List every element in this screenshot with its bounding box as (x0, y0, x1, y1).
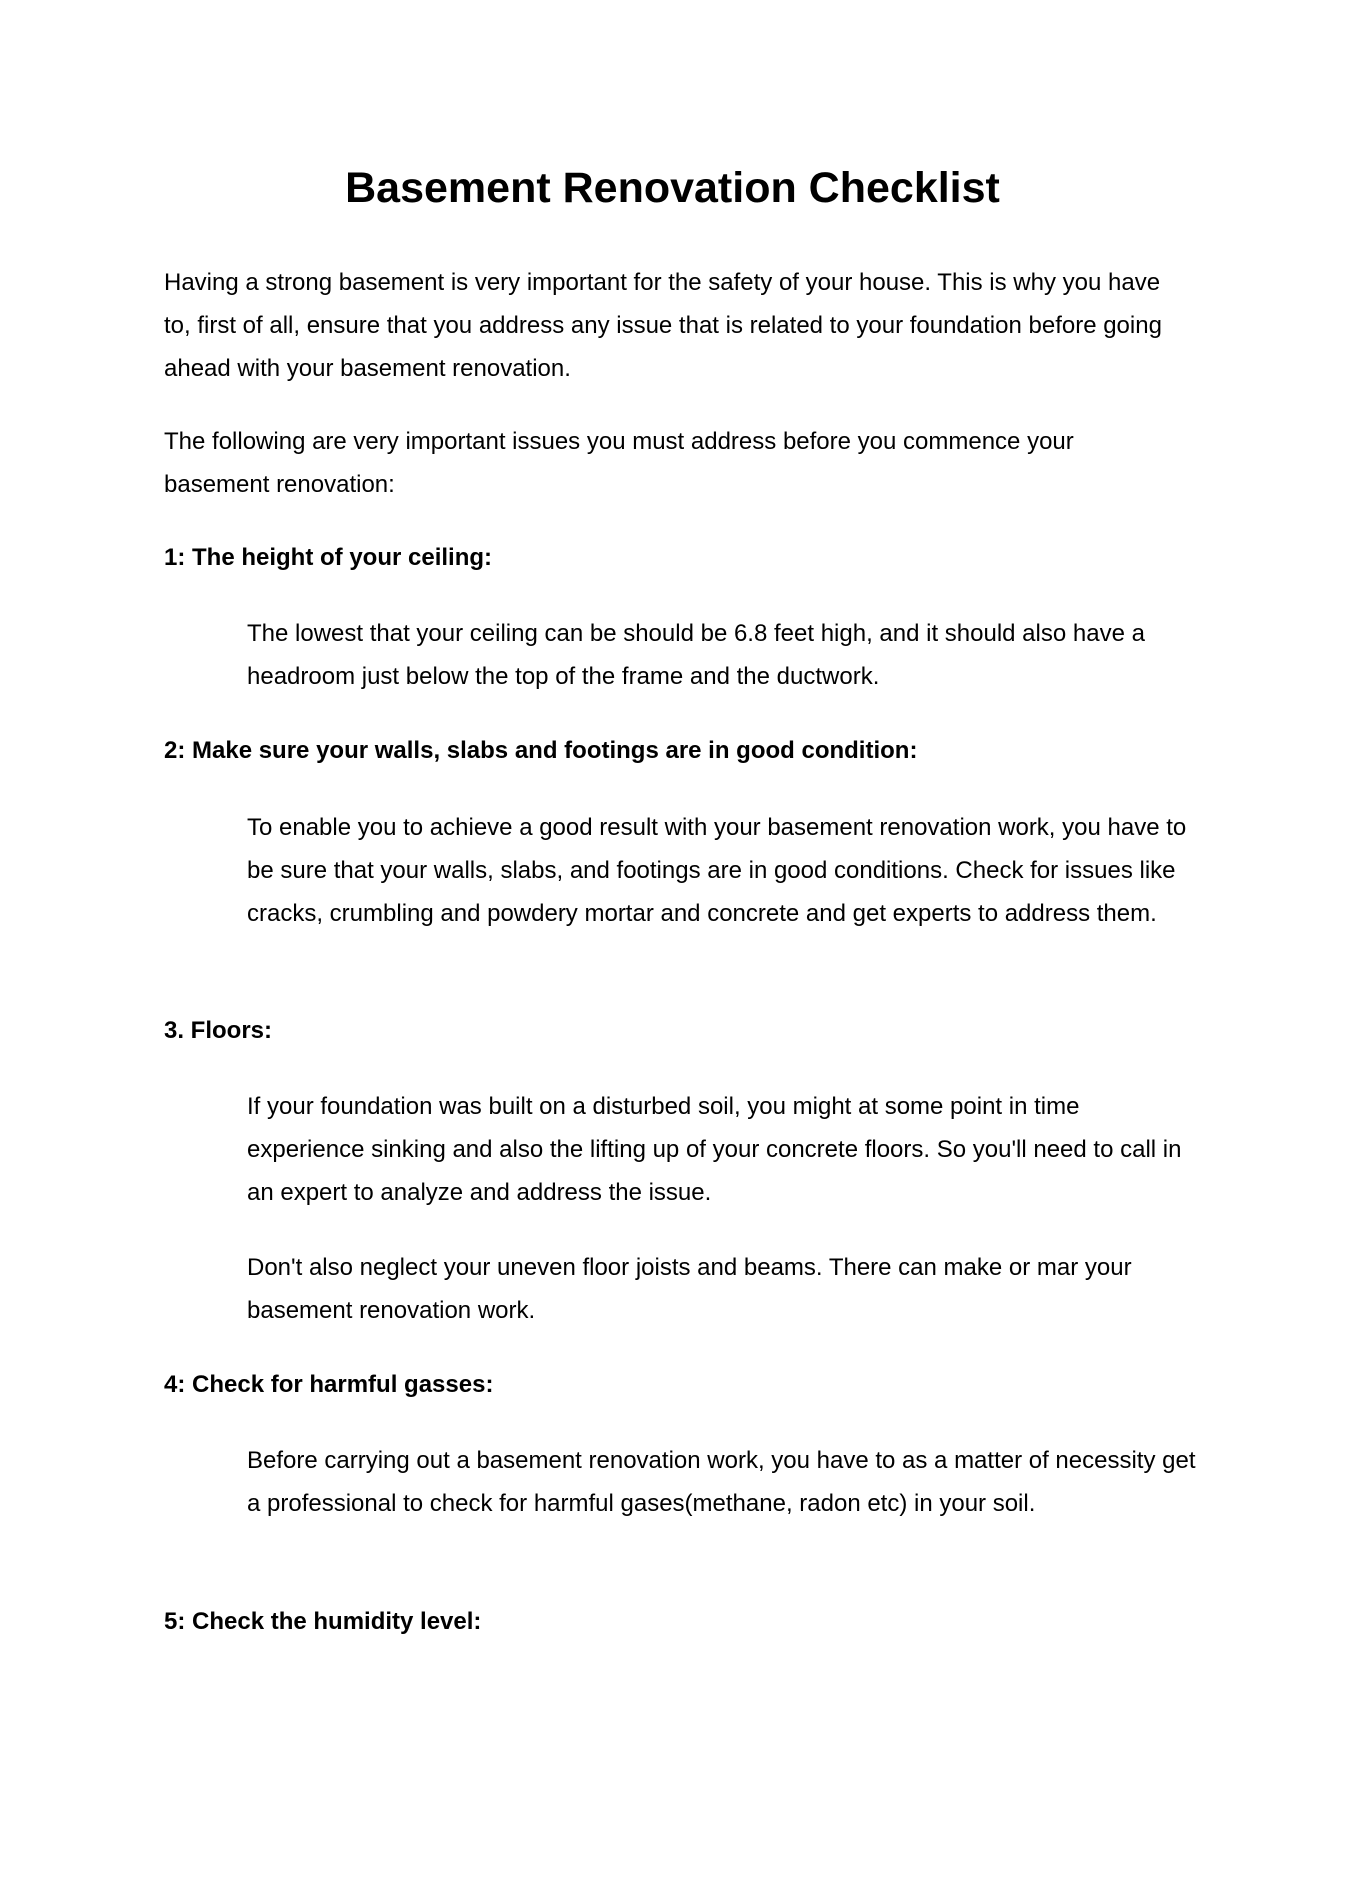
section-heading-walls-slabs-footings: 2: Make sure your walls, slabs and footings are in good condition: (164, 737, 918, 764)
section-heading-floors: 3. Floors: (164, 1017, 273, 1044)
section-paragraph: If your foundation was built on a disturbed soil, you might at some point in time experience sinking and also the lifting up of your concrete floors. So you'll need to call in an expert to analyze and address the issue. (247, 1093, 1182, 1206)
intro-paragraph: Having a strong basement is very important for the safety of your house. This is why you have to, first of all, ensure that you address any issue that is related to your foundation before going ahead with your basement renovation. (164, 269, 1162, 382)
section-paragraph: Before carrying out a basement renovation work, you have to as a matter of necessity get a professional to check for harmful gases(methane, radon etc) in your soil. (247, 1447, 1196, 1517)
section-paragraph: The lowest that your ceiling can be should be 6.8 feet high, and it should also have a headroom just below the top of the frame and the ductwork. (247, 620, 1145, 690)
intro-paragraph: The following are very important issues you must address before you commence your basement renovation: (164, 428, 1074, 498)
section-paragraph: To enable you to achieve a good result with your basement renovation work, you have to be sure that your walls, slabs, and footings are in good conditions. Check for issues like cracks, crumbling and powdery mortar and concrete and get experts to address them. (247, 814, 1187, 927)
document-title: Basement Renovation Checklist (345, 164, 1000, 212)
section-heading-humidity-level: 5: Check the humidity level: (164, 1608, 482, 1635)
section-heading-ceiling-height: 1: The height of your ceiling: (164, 544, 493, 571)
section-paragraph: Don't also neglect your uneven floor joists and beams. There can make or mar your basement renovation work. (247, 1254, 1132, 1324)
section-heading-harmful-gasses: 4: Check for harmful gasses: (164, 1371, 494, 1398)
